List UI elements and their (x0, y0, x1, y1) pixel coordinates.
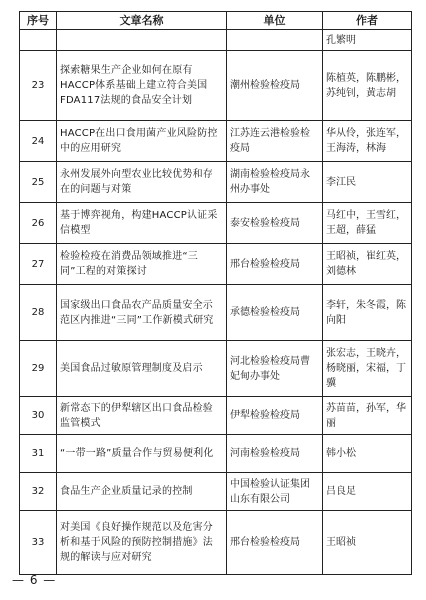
row-author: 王昭祯，崔红英，刘德林 (323, 244, 412, 285)
row-author: 张宏志，王晓卉，杨晓丽，宋福，丁骥 (323, 341, 412, 397)
header-title: 文章名称 (57, 12, 227, 30)
row-unit: 江苏连云港检验检疫局 (227, 121, 323, 162)
row-num: 29 (20, 341, 57, 397)
row-num: 32 (20, 473, 57, 511)
row-title: “一带一路”质量合作与贸易便利化 (57, 435, 227, 473)
page-number: — 6 — (12, 573, 57, 587)
row-num: 28 (20, 285, 57, 341)
table-header-row (20, 12, 412, 30)
row-author: 韩小松 (323, 435, 412, 473)
row-title: 永州发展外向型农业比较优势和存在的问题与对策 (57, 162, 227, 203)
row-num: 23 (20, 51, 57, 121)
table-row (20, 397, 412, 435)
row-num: 31 (20, 435, 57, 473)
row-num: 27 (20, 244, 57, 285)
row-unit (227, 30, 323, 51)
row-unit: 河南检验检疫局 (227, 435, 323, 473)
row-author: 李江民 (323, 162, 412, 203)
table-row (20, 244, 412, 285)
table-row (20, 203, 412, 244)
header-unit: 单位 (227, 12, 323, 30)
row-num: 24 (20, 121, 57, 162)
row-title: 对美国《良好操作规范以及危害分析和基于风险的预防控制措施》法规的解读与应对研究 (57, 511, 227, 575)
row-author: 李轩，朱冬霞，陈向阳 (323, 285, 412, 341)
row-unit: 邢台检验检疫局 (227, 511, 323, 575)
row-title: 美国食品过敏原管理制度及启示 (57, 341, 227, 397)
row-num: 33 (20, 511, 57, 575)
row-title: 检验检疫在消费品领域推进“三同”工程的对策探讨 (57, 244, 227, 285)
row-author: 陈植英，陈鹏彬，苏纯钊，黄志胡 (323, 51, 412, 121)
row-title: 基于博弈视角，构建HACCP认证采信模型 (57, 203, 227, 244)
row-title: 国家级出口食品农产品质量安全示范区内推进“三同”工作新模式研究 (57, 285, 227, 341)
table-row (20, 162, 412, 203)
row-author: 华从伶，张连军，王海涛，林海 (323, 121, 412, 162)
table-row (20, 473, 412, 511)
table-row (20, 435, 412, 473)
row-title: 食品生产企业质量记录的控制 (57, 473, 227, 511)
row-unit: 泰安检验检疫局 (227, 203, 323, 244)
row-unit: 邢台检验检疫局 (227, 244, 323, 285)
table-row (20, 51, 412, 121)
row-unit: 潮州检验检疫局 (227, 51, 323, 121)
row-title: HACCP在出口食用菌产业风险防控中的应用研究 (57, 121, 227, 162)
header-author: 作者 (323, 12, 412, 30)
row-author: 苏苗苗，孙军，华丽 (323, 397, 412, 435)
table-row (20, 511, 412, 575)
row-author: 马红中，王雪红，王超，薛猛 (323, 203, 412, 244)
row-title: 探索糖果生产企业如何在原有HACCP体系基础上建立符合美国FDA117法规的食品安全计划 (57, 51, 227, 121)
row-num (20, 30, 57, 51)
row-unit: 伊犁检验检疫局 (227, 397, 323, 435)
row-unit: 中国检验认证集团山东有限公司 (227, 473, 323, 511)
row-author: 孔繁明 (323, 30, 412, 51)
row-unit: 湖南检验检疫局永州办事处 (227, 162, 323, 203)
row-title: 新常态下的伊犁辖区出口食品检验监管模式 (57, 397, 227, 435)
header-num: 序号 (20, 12, 57, 30)
row-num: 25 (20, 162, 57, 203)
table-row (20, 285, 412, 341)
row-unit: 承德检验检疫局 (227, 285, 323, 341)
row-author: 吕良足 (323, 473, 412, 511)
table-row (20, 30, 412, 51)
article-table (19, 11, 412, 575)
row-author: 王昭祯 (323, 511, 412, 575)
table-row (20, 341, 412, 397)
row-unit: 河北检验检疫局曹妃甸办事处 (227, 341, 323, 397)
row-num: 30 (20, 397, 57, 435)
row-title (57, 30, 227, 51)
row-num: 26 (20, 203, 57, 244)
table-row (20, 121, 412, 162)
